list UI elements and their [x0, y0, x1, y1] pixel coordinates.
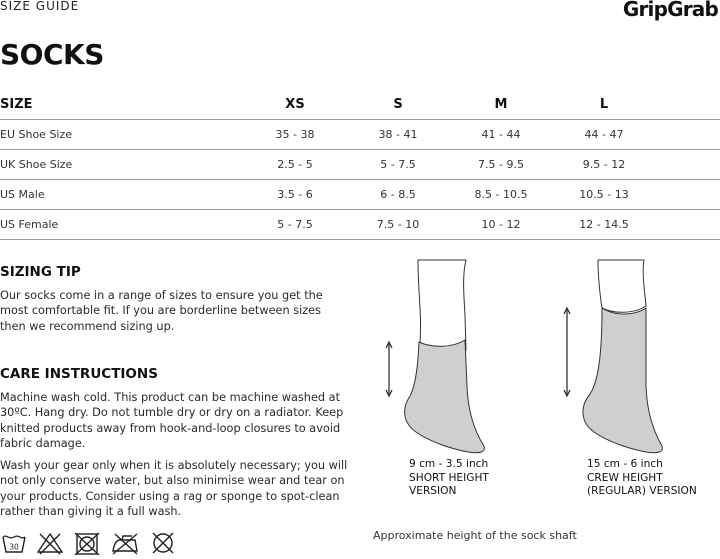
wash-30-icon: [2, 531, 26, 555]
short-sock-illustration: [380, 256, 490, 458]
table-cell: 6 - 8.5: [350, 180, 446, 210]
table-row: [0, 180, 720, 210]
table-cell-spacer: [652, 120, 720, 150]
column-spacer: [652, 89, 720, 120]
table-row: [0, 120, 720, 150]
table-cell: 10.5 - 13: [556, 180, 652, 210]
no-bleach-icon: [36, 531, 64, 555]
row-label: US Female: [0, 210, 240, 240]
table-cell: 7.5 - 10: [350, 210, 446, 240]
table-cell-spacer: [652, 150, 720, 180]
table-cell: 38 - 41: [350, 120, 446, 150]
table-cell: 5 - 7.5: [350, 150, 446, 180]
column-header-xs: XS: [240, 89, 350, 120]
short-sock-measure: 9 cm - 3.5 inch: [409, 458, 489, 470]
crew-sock-version: (REGULAR) VERSION: [587, 485, 697, 497]
care-text-1: Machine wash cold. This product can be machine washed at 30ºC. Hang dry. Do not tumble dry or dry on a radiator. Keep knitted products away from hook-and-loop closures to avoid fabric damage.: [0, 391, 344, 450]
table-cell: 9.5 - 12: [556, 150, 652, 180]
table-cell-spacer: [652, 180, 720, 210]
care-heading: CARE INSTRUCTIONS: [0, 366, 158, 382]
table-cell-spacer: [652, 210, 720, 240]
wash-temp-label: 30: [9, 542, 19, 552]
no-iron-icon: [110, 531, 140, 555]
sizing-tip-text: Our socks come in a range of sizes to ensure you get the most comfortable fit. If you are borderline between sizes then we recommend sizing up.: [0, 289, 323, 333]
sizing-tip-heading: SIZING TIP: [0, 264, 81, 280]
table-cell: 8.5 - 10.5: [446, 180, 556, 210]
size-table: [0, 89, 720, 240]
row-label: UK Shoe Size: [0, 150, 240, 180]
crew-sock-caption: [587, 458, 697, 499]
table-cell: 12 - 14.5: [556, 210, 652, 240]
care-text-2: Wash your gear only when it is absolutely necessary; you will not only conserve water, but also minimise wear and tear on your products. Consider using a rag or sponge to spot-clean rather than giving it a full wash.: [0, 459, 348, 518]
column-header-m: M: [446, 89, 556, 120]
crew-sock-illustration: [558, 256, 668, 458]
page-title: SOCKS: [0, 38, 104, 71]
column-header-s: S: [350, 89, 446, 120]
brand-logo: GripGrab: [622, 0, 718, 21]
short-sock-caption: [409, 458, 489, 499]
column-header-size: SIZE: [0, 89, 240, 120]
shaft-height-note: Approximate height of the sock shaft: [373, 529, 577, 542]
row-label: US Male: [0, 180, 240, 210]
table-row: [0, 150, 720, 180]
table-cell: 2.5 - 5: [240, 150, 350, 180]
table-row: [0, 210, 720, 240]
size-guide-label: SIZE GUIDE: [0, 0, 80, 13]
care-icons: [2, 531, 176, 555]
size-table-header: [0, 89, 720, 120]
no-tumble-dry-icon: [74, 531, 100, 555]
short-sock-version: VERSION: [409, 485, 457, 497]
table-cell: 5 - 7.5: [240, 210, 350, 240]
crew-sock-measure: 15 cm - 6 inch: [587, 458, 663, 470]
table-cell: 3.5 - 6: [240, 180, 350, 210]
no-dry-clean-icon: [150, 531, 176, 555]
crew-sock-name: CREW HEIGHT: [587, 471, 663, 484]
table-cell: 35 - 38: [240, 120, 350, 150]
short-sock-name: SHORT HEIGHT: [409, 471, 489, 484]
table-cell: 10 - 12: [446, 210, 556, 240]
row-label: EU Shoe Size: [0, 120, 240, 150]
column-header-l: L: [556, 89, 652, 120]
table-cell: 7.5 - 9.5: [446, 150, 556, 180]
table-cell: 44 - 47: [556, 120, 652, 150]
table-cell: 41 - 44: [446, 120, 556, 150]
